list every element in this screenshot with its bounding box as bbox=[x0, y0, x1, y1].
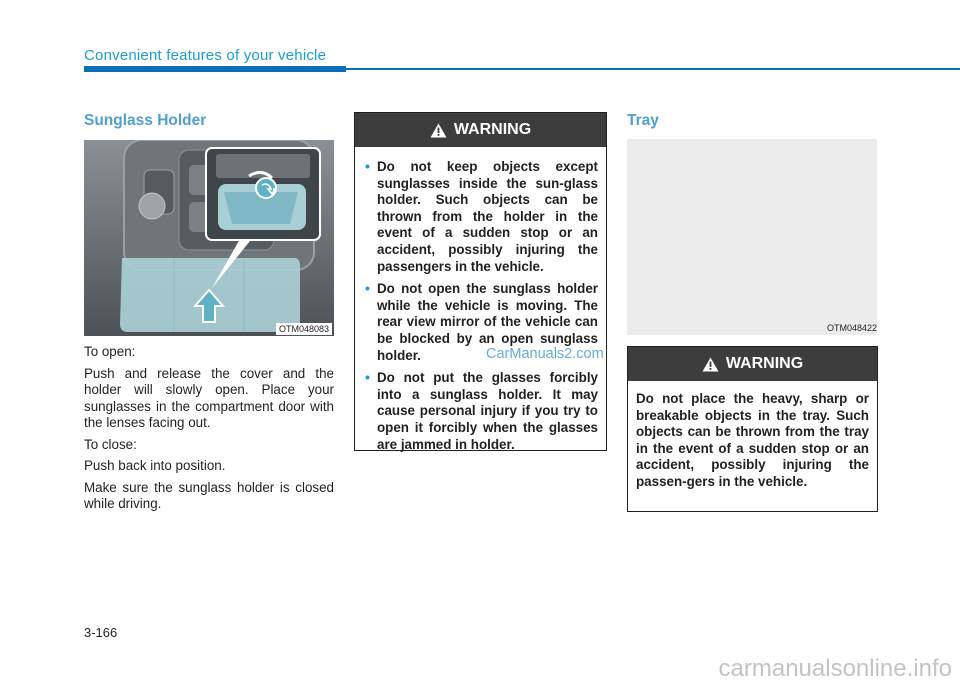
warning-triangle-icon bbox=[702, 357, 719, 372]
paragraph: Push back into position. bbox=[84, 458, 226, 473]
bullet-icon: • bbox=[365, 280, 370, 297]
sunglass-holder-photo bbox=[84, 140, 334, 336]
paragraph: Push and release the cover and the holder will slowly open. Place your sunglasses in the compartment door with the lenses facing out. bbox=[84, 365, 334, 430]
page-number: 3-166 bbox=[84, 625, 118, 640]
sunglass-holder-title: Sunglass Holder bbox=[84, 112, 207, 129]
warning-item-text: Do not put the glasses forcibly into a sunglass holder. It may cause personal injury if you try to open it forcibly when the glasses are jammed in holder. bbox=[377, 370, 598, 452]
bullet-icon: • bbox=[365, 369, 370, 386]
warning-heading: WARNING bbox=[725, 355, 804, 372]
paragraph: To close: bbox=[84, 436, 137, 452]
image-code-label: OTM048083 bbox=[276, 323, 332, 335]
sunglass-warning-box bbox=[354, 112, 607, 451]
paragraph: Make sure the sunglass holder is closed while driving. bbox=[84, 479, 334, 511]
chapter-header: Convenient features of your vehicle bbox=[84, 47, 327, 64]
sunglass-holder-instructions bbox=[84, 344, 334, 518]
warning-heading: WARNING bbox=[453, 121, 532, 138]
header-rule bbox=[346, 68, 960, 70]
tray-title: Tray bbox=[627, 112, 659, 129]
bullet-icon: • bbox=[365, 158, 370, 174]
warning-item-text: Do not keep objects except sunglasses inside the sun-glass holder. Such objects can be thrown from the holder in the event of a sudden stop or an accident, possibly injuring the passengers in the vehicle. bbox=[377, 159, 598, 274]
tray-photo bbox=[627, 139, 877, 335]
watermark: CarManuals2.com bbox=[486, 346, 604, 362]
image-code-label: OTM048422 bbox=[826, 323, 877, 333]
sunglass-holder-illustration bbox=[84, 140, 334, 336]
warning-triangle-icon bbox=[430, 123, 447, 138]
warning-item bbox=[365, 158, 598, 275]
warning-item-text: Do not open the sunglass holder while the vehicle is moving. The rear view mirror of the vehicle can be blocked by an open sunglass holder. bbox=[377, 281, 598, 363]
warning-header bbox=[628, 347, 877, 381]
paragraph: To open: bbox=[84, 344, 136, 359]
watermark: carmanualsonline.info bbox=[718, 655, 952, 682]
warning-item bbox=[365, 369, 598, 453]
tray-warning-box bbox=[627, 346, 878, 512]
header-bar bbox=[84, 66, 346, 72]
warning-list bbox=[355, 147, 606, 453]
warning-text: Do not place the heavy, sharp or breakable objects in the tray. Such objects can be thrown from the tray in the event of a sudden stop or an accident, possibly injuring the passen-gers in the vehicle. bbox=[636, 391, 869, 489]
warning-header bbox=[355, 113, 606, 147]
